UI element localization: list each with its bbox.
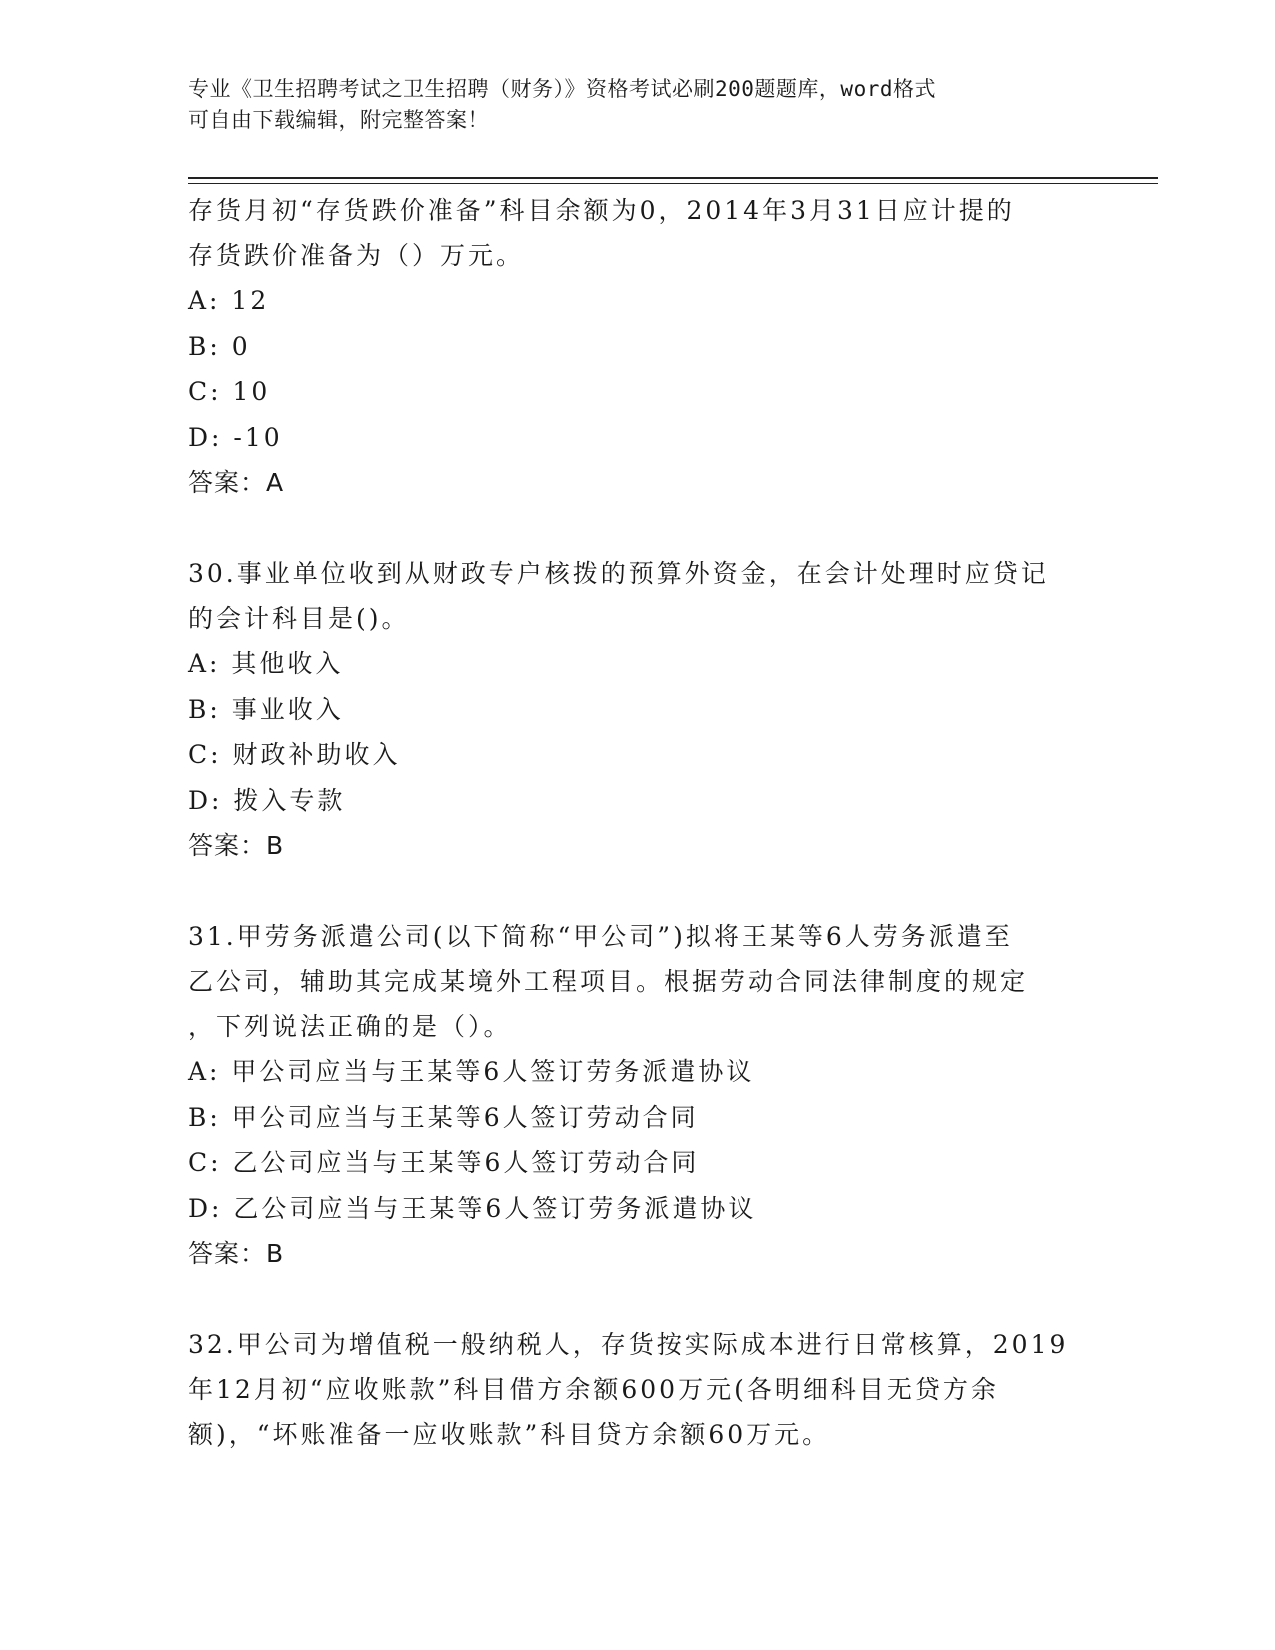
question-text-line: 存货跌价准备为（）万元。 xyxy=(188,241,525,270)
option-c: C: 10 xyxy=(188,377,271,406)
option-d: D: 拨入专款 xyxy=(188,785,346,815)
question-block xyxy=(188,914,1088,1276)
question-list xyxy=(188,188,1088,1457)
option-a: A: 甲公司应当与王某等6人签订劳务派遣协议 xyxy=(188,1057,755,1086)
question-block xyxy=(188,188,1088,505)
question-text-line: 存货月初“存货跌价准备”科目余额为0，2014年3月31日应计提的 xyxy=(188,196,1015,225)
option-b: B: 事业收入 xyxy=(188,694,344,724)
header-line-1: 专业《卫生招聘考试之卫生招聘（财务）》资格考试必刷200题题库，word格式 xyxy=(188,77,936,101)
option-b: B: 甲公司应当与王某等6人签订劳动合同 xyxy=(188,1102,699,1132)
answer-label: 答案：B xyxy=(188,831,285,860)
question-text-line: ，下列说法正确的是（）。 xyxy=(188,1012,512,1041)
question-text-line: 年12月初“应收账款”科目借方余额600万元(各明细科目无贷方余 xyxy=(188,1375,999,1404)
question-text-line: 乙公司，辅助其完成某境外工程项目。根据劳动合同法律制度的规定 xyxy=(188,967,1029,996)
answer-label: 答案：B xyxy=(188,1239,285,1268)
question-text-line: 32.甲公司为增值税一般纳税人，存货按实际成本进行日常核算，2019 xyxy=(188,1330,1069,1359)
option-b: B: 0 xyxy=(188,331,251,361)
question-text-line: 30.事业单位收到从财政专户核拨的预算外资金，在会计处理时应贷记 xyxy=(188,559,1049,588)
option-c: C: 财政补助收入 xyxy=(188,740,401,769)
question-text-line: 额)，“坏账准备一应收账款”科目贷方余额60万元。 xyxy=(188,1420,831,1449)
question-text-line: 的会计科目是()。 xyxy=(188,604,410,633)
question-block xyxy=(188,1322,1088,1457)
answer-label: 答案：A xyxy=(188,468,285,497)
document-header xyxy=(188,74,1068,136)
option-c: C: 乙公司应当与王某等6人签订劳动合同 xyxy=(188,1148,700,1177)
option-d: D: -10 xyxy=(188,422,283,452)
option-a: A: 12 xyxy=(188,286,270,315)
header-line-2: 可自由下载编辑，附完整答案！ xyxy=(188,108,489,132)
question-block xyxy=(188,551,1088,868)
question-text-line: 31.甲劳务派遣公司(以下简称“甲公司”)拟将王某等6人劳务派遣至 xyxy=(188,922,1013,951)
option-a: A: 其他收入 xyxy=(188,649,344,678)
option-d: D: 乙公司应当与王某等6人签订劳务派遣协议 xyxy=(188,1193,757,1223)
header-divider-thick xyxy=(188,177,1158,179)
header-divider-thin xyxy=(188,183,1158,184)
